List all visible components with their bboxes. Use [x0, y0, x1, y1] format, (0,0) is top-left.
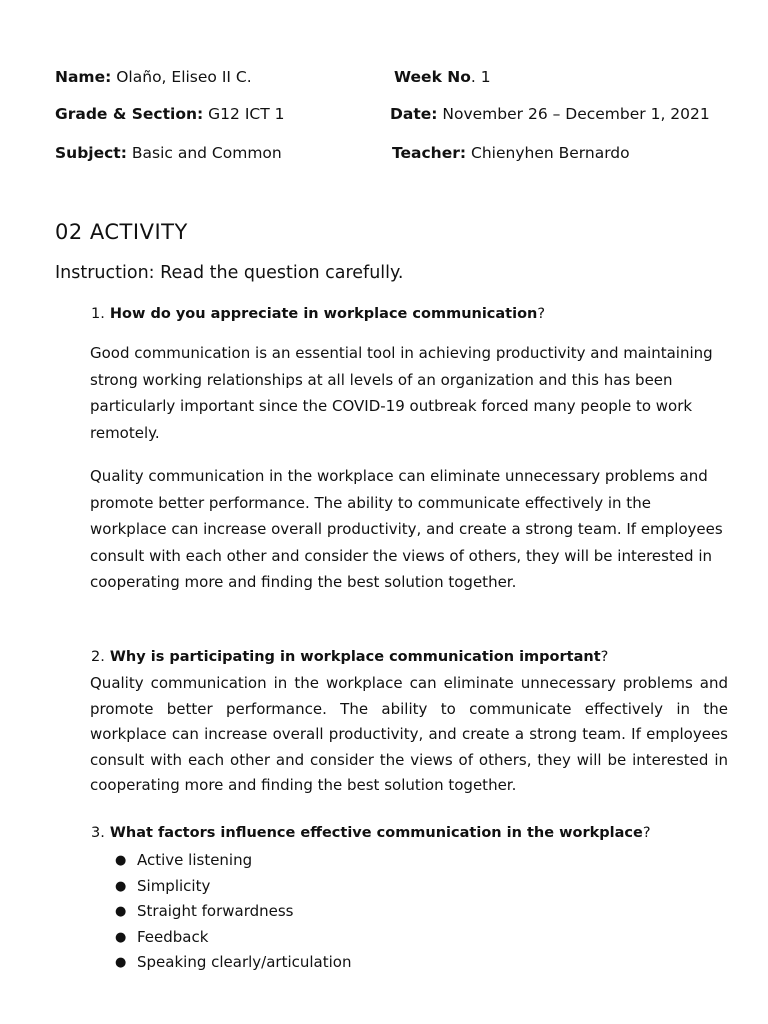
bullet-icon: ● [115, 878, 127, 894]
list-item-text: Simplicity [137, 876, 211, 895]
name-field [55, 68, 252, 86]
week-label: Week No [394, 68, 471, 86]
question-number: 3. [91, 825, 105, 841]
answer-1-paragraph-1: Good communication is an essential tool in achieving productivity and maintaining strong working relationships at all levels of an organization and this has been particularly important since the COVID-19 outbreak forced many people to work remotely. [90, 344, 713, 442]
list-item-text: Straight forwardness [137, 902, 294, 920]
subject-value: Basic and Common [131, 144, 282, 162]
question-1 [91, 306, 545, 322]
question-3 [91, 825, 651, 841]
question-mark: ? [600, 649, 609, 665]
week-value: . 1 [470, 68, 491, 86]
question-text: What factors influence effective communication in the workplace [109, 825, 643, 841]
list-item-text: Speaking clearly/articulation [137, 953, 352, 971]
question-2 [91, 649, 608, 665]
name-value: Olaño, Eliseo II C. [116, 68, 252, 86]
answer-1-paragraph-2: Quality communication in the workplace can eliminate unnecessary problems and promote better performance. The ability to communicate effectively in the workplace can increase overall productivity, and create a strong team. If employees consult with each other and consider the views of others, they will be interested in cooperating more and finding the best solution together. [90, 467, 723, 591]
list-item-text: Feedback [137, 927, 209, 946]
grade-value: G12 ICT 1 [208, 105, 285, 123]
question-number: 2. [91, 649, 105, 665]
week-field [394, 68, 491, 86]
bullet-icon: ● [115, 853, 127, 868]
bullet-icon: ● [115, 904, 127, 919]
teacher-field [392, 144, 630, 162]
list-item [112, 925, 351, 951]
teacher-label: Teacher: [392, 144, 467, 162]
list-item [112, 899, 351, 925]
subject-field [55, 144, 282, 162]
grade-label: Grade & Section: [55, 105, 204, 123]
question-number: 1. [91, 306, 105, 322]
date-value: November 26 – December 1, 2021 [442, 105, 710, 123]
list-item [112, 848, 351, 874]
list-item [112, 950, 351, 976]
question-mark: ? [642, 825, 651, 841]
answer-2-paragraph: Quality communication in the workplace can eliminate unnecessary problems and promote better performance. The ability to communicate effectively in the workplace can increase overall productivity, and create a strong team. If employees consult with each other and consider the views of others, they will be interested in cooperating more and finding the best solution together. [90, 674, 728, 794]
question-text: Why is participating in workplace communication important [109, 649, 601, 665]
name-label: Name: [55, 68, 112, 86]
bullet-icon: ● [115, 929, 127, 945]
activity-title: 02 ACTIVITY [55, 220, 188, 244]
list-item [112, 874, 351, 900]
question-text: How do you appreciate in workplace communication [109, 306, 538, 322]
factors-list [112, 848, 351, 976]
subject-label: Subject: [55, 144, 127, 162]
date-label: Date: [390, 105, 438, 123]
instruction-text: Instruction: Read the question carefully. [55, 263, 404, 283]
bullet-icon: ● [115, 955, 127, 970]
question-mark: ? [537, 306, 546, 322]
teacher-value: Chienyhen Bernardo [471, 144, 630, 162]
grade-section-field [55, 105, 284, 123]
date-field [390, 105, 710, 123]
list-item-text: Active listening [137, 851, 253, 869]
